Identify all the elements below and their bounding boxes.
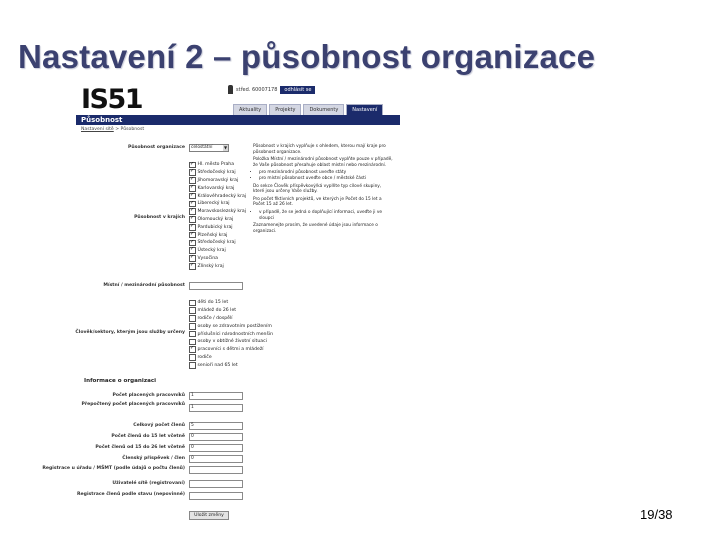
- menu-tab-aktuality[interactable]: Aktuality: [233, 104, 267, 116]
- checkbox[interactable]: [189, 346, 196, 353]
- target-group-option[interactable]: [189, 354, 273, 362]
- target-group-label: pracovníci s dětmi a mládeží: [197, 347, 264, 353]
- is51-logo: [81, 86, 142, 113]
- org-field-input[interactable]: [189, 444, 243, 452]
- region-label: Liberecký kraj: [197, 201, 230, 207]
- region-option[interactable]: [189, 231, 246, 239]
- org-field-value: 0: [191, 445, 194, 450]
- org-field-input[interactable]: [189, 422, 243, 430]
- breadcrumb-link[interactable]: Nastavení sítě: [81, 127, 114, 132]
- org-field-label: Počet členů od 15 do 26 let včetně: [95, 445, 185, 450]
- help-list: [253, 210, 393, 221]
- region-option[interactable]: [189, 184, 246, 192]
- target-group-option[interactable]: [189, 346, 273, 354]
- org-field-input[interactable]: [189, 492, 243, 500]
- breadcrumb-separator: >: [113, 127, 121, 132]
- org-field-input[interactable]: [189, 480, 243, 488]
- region-option[interactable]: [189, 247, 246, 255]
- logout-button[interactable]: odhlásit se: [280, 86, 315, 94]
- org-field-label: Počet členů do 15 let včetně: [111, 434, 185, 439]
- region-option[interactable]: [189, 177, 246, 185]
- region-option[interactable]: [189, 239, 246, 247]
- app-screenshot: [42, 82, 400, 520]
- checkbox[interactable]: [189, 201, 196, 208]
- chevron-down-icon: ▼: [223, 145, 228, 150]
- region-label: Zlínský kraj: [197, 263, 224, 269]
- territory-select[interactable]: [189, 144, 229, 152]
- target-groups-checklist: [189, 299, 273, 369]
- help-text: [253, 144, 393, 236]
- org-field-label: Členský příspěvek / člen: [122, 456, 185, 461]
- org-field-input[interactable]: [189, 404, 243, 412]
- region-option[interactable]: [189, 255, 246, 263]
- checkbox[interactable]: [189, 169, 196, 176]
- org-field-value: 5: [191, 423, 194, 428]
- region-option[interactable]: [189, 169, 246, 177]
- help-bullet: • v případě, že se jedná o doplňující informaci, uveďte ji ve sloupci: [259, 210, 393, 221]
- target-group-option[interactable]: [189, 307, 273, 315]
- section-header-title: Působnost: [81, 116, 123, 124]
- checkbox[interactable]: [189, 263, 196, 270]
- target-group-label: senioři nad 65 let: [197, 362, 238, 368]
- region-option[interactable]: [189, 208, 246, 216]
- checkbox[interactable]: [189, 331, 196, 338]
- org-field-label: Registrace u úřadu / MŠMT (podle údajů o počtu členů): [42, 466, 185, 471]
- menu-tab-nastaveni[interactable]: Nastavení: [346, 104, 383, 116]
- region-option[interactable]: [189, 200, 246, 208]
- user-bar: [228, 85, 315, 94]
- region-option[interactable]: [189, 223, 246, 231]
- target-group-label: osoby v obtížné životní situaci: [197, 339, 267, 345]
- org-field-input[interactable]: [189, 466, 243, 474]
- target-group-label: rodiče / dospělí: [197, 315, 233, 321]
- org-field-value: 0: [191, 434, 194, 439]
- checkbox[interactable]: [189, 216, 196, 223]
- checkbox[interactable]: [189, 323, 196, 330]
- checkbox[interactable]: [189, 247, 196, 254]
- help-paragraph: Položka Místní / mezinárodní působnost vyplňte pouze v případě, že Vaše působnost přesahuje oblast místní nebo mezinárodní.: [253, 157, 393, 168]
- region-label: Středočeský kraj: [197, 170, 236, 176]
- org-field-input[interactable]: [189, 455, 243, 463]
- region-label: Olomoucký kraj: [197, 216, 234, 222]
- territory-label: Působnost organizace: [127, 145, 185, 150]
- region-option[interactable]: [189, 216, 246, 224]
- target-group-option[interactable]: [189, 315, 273, 323]
- region-option[interactable]: [189, 262, 246, 270]
- target-group-label: děti do 15 let: [197, 300, 229, 306]
- breadcrumb-current: Působnost: [120, 127, 145, 132]
- help-paragraph: Zaznamenejte prosím, že uvedené údaje jsou informace o organizaci.: [253, 223, 378, 234]
- org-field-label: Přepočtený počet placených pracovníků: [81, 402, 185, 407]
- checkbox[interactable]: [189, 300, 196, 307]
- target-group-label: rodiče: [197, 354, 212, 360]
- target-groups-label: Člověk/sektory, kterým jsou služby určeny: [75, 330, 185, 335]
- user-icon: [228, 85, 233, 94]
- checkbox[interactable]: [189, 240, 196, 247]
- region-label: Ústecký kraj: [197, 248, 226, 254]
- region-option[interactable]: [189, 161, 246, 169]
- checkbox[interactable]: [189, 339, 196, 346]
- target-group-label: příslušníci národnostních menšin: [197, 331, 274, 337]
- help-bullet: • pro místní působnost uveďte obce / městské části: [259, 176, 393, 182]
- localities-label: Místní / mezinárodní působnost: [103, 283, 185, 288]
- region-label: Středočeský kraj: [197, 240, 236, 246]
- org-field-value: 0: [191, 456, 194, 461]
- section-header: [76, 115, 400, 125]
- region-label: Vysočina: [197, 255, 218, 261]
- region-label: Hl. město Praha: [197, 162, 235, 168]
- checkbox[interactable]: [189, 232, 196, 239]
- region-option[interactable]: [189, 192, 246, 200]
- regions-checklist: [189, 161, 246, 270]
- checkbox[interactable]: [189, 307, 196, 314]
- checkbox[interactable]: [189, 315, 196, 322]
- org-field-label: Celkový počet členů: [133, 423, 185, 428]
- menu-tab-projekty[interactable]: Projekty: [269, 104, 301, 116]
- org-field-label: Počet placených pracovníků: [112, 393, 185, 398]
- region-label: Pardubický kraj: [197, 224, 233, 230]
- org-field-value: 1: [191, 393, 194, 398]
- checkbox[interactable]: [189, 224, 196, 231]
- region-label: Královéhradecký kraj: [197, 193, 247, 199]
- org-field-label: Registrace členů podle stavu (nepovinné): [77, 492, 185, 497]
- slide-title: Nastavení 2 – působnost organizace: [18, 38, 596, 75]
- checkbox[interactable]: [189, 162, 196, 169]
- target-group-label: osoby se zdravotním postižením: [197, 323, 272, 329]
- regions-label: Působnost v krajích: [134, 215, 185, 220]
- checkbox[interactable]: [189, 208, 196, 215]
- org-field-input[interactable]: [189, 392, 243, 400]
- checkbox[interactable]: [189, 193, 196, 200]
- org-field-value: 1: [191, 405, 194, 410]
- menu-tab-dokumenty[interactable]: Dokumenty: [303, 104, 344, 116]
- target-group-option[interactable]: [189, 322, 273, 330]
- breadcrumb: [81, 127, 144, 132]
- help-bullet: • pro mezinárodní působnost uveďte státy: [259, 170, 393, 176]
- help-paragraph: Pro počet fiktivních projektů, ve kterých je Počet do 15 let a Počet 15 až 26 let.: [253, 196, 382, 208]
- region-label: Jihomoravský kraj: [197, 177, 239, 183]
- org-field-label: Uživatelé sítě (registrovaní): [112, 481, 185, 486]
- help-paragraph: Působnost v krajích vyplňuje s ohledem, kterou mají kraje pro působnost organizace.: [253, 144, 386, 155]
- checkbox[interactable]: [189, 362, 196, 369]
- org-info-heading: Informace o organizaci: [84, 378, 157, 384]
- region-label: Karlovarský kraj: [197, 185, 235, 191]
- help-list: [253, 170, 393, 181]
- logo-is: IS: [81, 84, 108, 115]
- target-group-option[interactable]: [189, 330, 273, 338]
- org-field-input[interactable]: [189, 433, 243, 441]
- checkbox[interactable]: [189, 177, 196, 184]
- page-number: 19/38: [640, 507, 673, 522]
- checkbox[interactable]: [189, 354, 196, 361]
- territory-select-value: celostátní: [191, 145, 213, 150]
- logo-51: 51: [107, 84, 143, 115]
- target-group-option[interactable]: [189, 361, 273, 369]
- help-paragraph: Do sekce Člověk příspěvkový/ká vyplňte typ cílové skupiny, které jsou určeny Vaše služby.: [253, 183, 382, 195]
- region-label: Moravskoslezský kraj: [197, 209, 247, 215]
- localities-input[interactable]: [189, 282, 243, 290]
- target-group-option[interactable]: [189, 299, 273, 307]
- region-label: Plzeňský kraj: [197, 232, 228, 238]
- checkbox[interactable]: [189, 185, 196, 192]
- checkbox[interactable]: [189, 255, 196, 262]
- target-group-option[interactable]: [189, 338, 273, 346]
- user-label: střed. 60007178: [236, 86, 278, 93]
- target-group-label: mládež do 26 let: [197, 308, 237, 314]
- save-changes-button[interactable]: Uložit změny: [189, 511, 229, 520]
